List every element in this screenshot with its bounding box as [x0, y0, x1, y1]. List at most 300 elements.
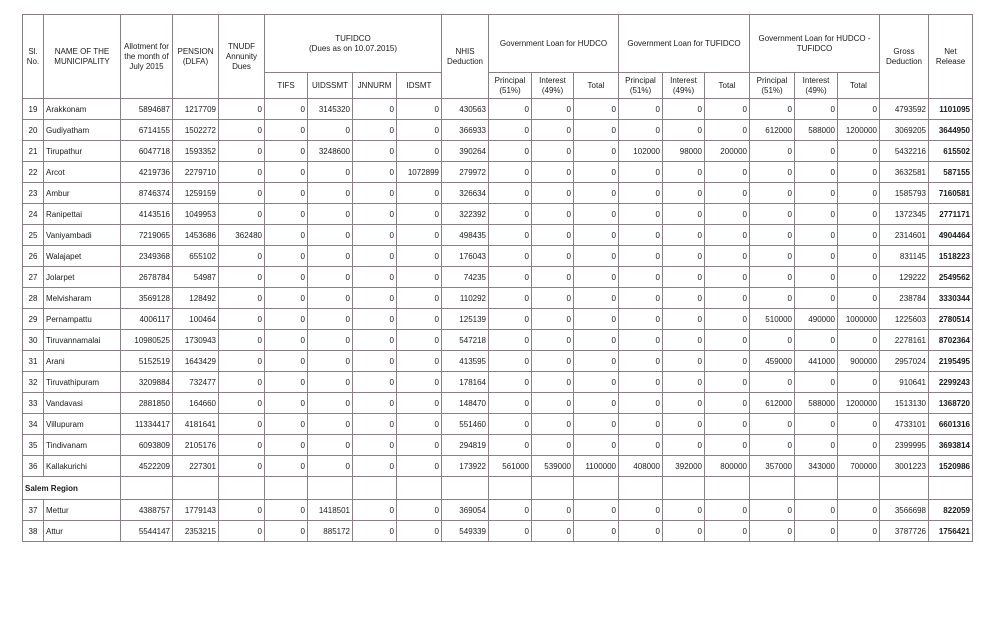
municipality-cell: Tiruvathipuram: [44, 372, 121, 393]
tnudf-cell: 362480: [219, 225, 265, 246]
hudco-interest-cell: 0: [532, 500, 574, 521]
hudco-principal-cell: 0: [489, 204, 532, 225]
municipality-cell: Ranipettai: [44, 204, 121, 225]
hudco-principal-cell: 0: [489, 120, 532, 141]
ht-interest-cell: 0: [795, 372, 838, 393]
jnnurm-cell: 0: [353, 351, 397, 372]
tufidco-principal-cell: 0: [619, 500, 663, 521]
ht-total-cell: 0: [838, 246, 880, 267]
tufidco-interest-cell: 392000: [663, 456, 705, 477]
hudco-total-cell: 0: [574, 393, 619, 414]
nhis-cell: 294819: [442, 435, 489, 456]
sl-no-cell: 38: [23, 521, 44, 542]
tnudf-cell: 0: [219, 183, 265, 204]
ht-interest-cell: 0: [795, 141, 838, 162]
nhis-cell: 369054: [442, 500, 489, 521]
gross-cell: 1372345: [880, 204, 929, 225]
pension-cell: 2105176: [173, 435, 219, 456]
header-ht-principal: Principal (51%): [750, 73, 795, 99]
tufidco-principal-cell: 0: [619, 162, 663, 183]
net-release-cell: 4904464: [929, 225, 973, 246]
nhis-cell: 178164: [442, 372, 489, 393]
uidssmt-cell: 0: [308, 267, 353, 288]
net-release-cell: 1518223: [929, 246, 973, 267]
blank-cell: [219, 477, 265, 500]
pension-cell: 2353215: [173, 521, 219, 542]
hudco-total-cell: 0: [574, 225, 619, 246]
gross-cell: 4733101: [880, 414, 929, 435]
uidssmt-cell: 0: [308, 309, 353, 330]
net-release-cell: 6601316: [929, 414, 973, 435]
sl-no-cell: 24: [23, 204, 44, 225]
hudco-total-cell: 0: [574, 309, 619, 330]
tnudf-cell: 0: [219, 435, 265, 456]
uidssmt-cell: 0: [308, 288, 353, 309]
gross-cell: 4793592: [880, 99, 929, 120]
allotment-cell: 6047718: [121, 141, 173, 162]
ht-interest-cell: 0: [795, 288, 838, 309]
municipality-cell: Tiruvannamalai: [44, 330, 121, 351]
table-row: [23, 435, 973, 456]
pension-cell: 1730943: [173, 330, 219, 351]
nhis-cell: 551460: [442, 414, 489, 435]
municipality-cell: Tindivanam: [44, 435, 121, 456]
ht-principal-cell: 0: [750, 435, 795, 456]
idsmt-cell: 0: [397, 351, 442, 372]
tufidco-principal-cell: 102000: [619, 141, 663, 162]
table-row: [23, 246, 973, 267]
tufidco-total-cell: 0: [705, 183, 750, 204]
allotment-cell: 4006117: [121, 309, 173, 330]
ht-interest-cell: 0: [795, 500, 838, 521]
hudco-principal-cell: 0: [489, 162, 532, 183]
hudco-total-cell: 0: [574, 141, 619, 162]
net-release-cell: 3330344: [929, 288, 973, 309]
ht-principal-cell: 0: [750, 204, 795, 225]
jnnurm-cell: 0: [353, 246, 397, 267]
ht-total-cell: 0: [838, 204, 880, 225]
jnnurm-cell: 0: [353, 267, 397, 288]
tifs-cell: 0: [265, 500, 308, 521]
idsmt-cell: 0: [397, 288, 442, 309]
tufidco-principal-cell: 0: [619, 521, 663, 542]
tufidco-total-cell: 0: [705, 435, 750, 456]
tufidco-interest-cell: 0: [663, 351, 705, 372]
hudco-interest-cell: 0: [532, 267, 574, 288]
allotment-cell: 3209884: [121, 372, 173, 393]
idsmt-cell: 0: [397, 267, 442, 288]
tufidco-principal-cell: 0: [619, 309, 663, 330]
table-row: [23, 120, 973, 141]
ht-interest-cell: 0: [795, 204, 838, 225]
table-row: [23, 225, 973, 246]
uidssmt-cell: 0: [308, 435, 353, 456]
tufidco-interest-cell: 0: [663, 162, 705, 183]
uidssmt-cell: 0: [308, 246, 353, 267]
hudco-interest-cell: 0: [532, 309, 574, 330]
net-release-cell: 615502: [929, 141, 973, 162]
tifs-cell: 0: [265, 120, 308, 141]
gross-cell: 1585793: [880, 183, 929, 204]
ht-principal-cell: 510000: [750, 309, 795, 330]
net-release-cell: 3693814: [929, 435, 973, 456]
hudco-total-cell: 0: [574, 99, 619, 120]
hudco-principal-cell: 0: [489, 183, 532, 204]
idsmt-cell: 0: [397, 521, 442, 542]
ht-total-cell: 0: [838, 330, 880, 351]
hudco-principal-cell: 0: [489, 330, 532, 351]
blank-cell: [353, 477, 397, 500]
tufidco-total-cell: 0: [705, 309, 750, 330]
uidssmt-cell: 0: [308, 120, 353, 141]
net-release-cell: 8702364: [929, 330, 973, 351]
hudco-principal-cell: 0: [489, 393, 532, 414]
idsmt-cell: 0: [397, 183, 442, 204]
pension-cell: 2279710: [173, 162, 219, 183]
nhis-cell: 547218: [442, 330, 489, 351]
tufidco-total-cell: 0: [705, 162, 750, 183]
tufidco-principal-cell: 0: [619, 330, 663, 351]
hudco-principal-cell: 0: [489, 225, 532, 246]
tnudf-cell: 0: [219, 162, 265, 183]
header-hudco-interest: Interest (49%): [532, 73, 574, 99]
hudco-principal-cell: 0: [489, 372, 532, 393]
blank-cell: [173, 477, 219, 500]
blank-cell: [619, 477, 663, 500]
allotment-cell: 4143516: [121, 204, 173, 225]
ht-interest-cell: 0: [795, 225, 838, 246]
header-municipality: NAME OF THE MUNICIPALITY: [44, 15, 121, 99]
tufidco-total-cell: 0: [705, 393, 750, 414]
nhis-cell: 326634: [442, 183, 489, 204]
tufidco-interest-cell: 0: [663, 372, 705, 393]
table-row: [23, 183, 973, 204]
tifs-cell: 0: [265, 267, 308, 288]
gross-cell: 1513130: [880, 393, 929, 414]
hudco-total-cell: 0: [574, 521, 619, 542]
tifs-cell: 0: [265, 99, 308, 120]
allotment-cell: 4388757: [121, 500, 173, 521]
idsmt-cell: 0: [397, 456, 442, 477]
hudco-total-cell: 0: [574, 267, 619, 288]
idsmt-cell: 0: [397, 141, 442, 162]
tifs-cell: 0: [265, 393, 308, 414]
tufidco-principal-cell: 0: [619, 393, 663, 414]
pension-cell: 1217709: [173, 99, 219, 120]
jnnurm-cell: 0: [353, 435, 397, 456]
table-row: [23, 372, 973, 393]
jnnurm-cell: 0: [353, 414, 397, 435]
allotment-sheet: [22, 14, 973, 542]
tufidco-total-cell: 0: [705, 246, 750, 267]
sl-no-cell: 33: [23, 393, 44, 414]
tufidco-total-cell: 0: [705, 351, 750, 372]
ht-total-cell: 0: [838, 141, 880, 162]
hudco-interest-cell: 0: [532, 288, 574, 309]
ht-total-cell: 900000: [838, 351, 880, 372]
hudco-principal-cell: 0: [489, 414, 532, 435]
gross-cell: 2278161: [880, 330, 929, 351]
header-tnudf: TNUDF Annunity Dues: [219, 15, 265, 99]
ht-principal-cell: 0: [750, 141, 795, 162]
allotment-cell: 4219736: [121, 162, 173, 183]
jnnurm-cell: 0: [353, 288, 397, 309]
net-release-cell: 1368720: [929, 393, 973, 414]
nhis-cell: 110292: [442, 288, 489, 309]
tufidco-interest-cell: 0: [663, 120, 705, 141]
tifs-cell: 0: [265, 288, 308, 309]
tufidco-interest-cell: 0: [663, 204, 705, 225]
sl-no-cell: 23: [23, 183, 44, 204]
net-release-cell: 2195495: [929, 351, 973, 372]
ht-interest-cell: 0: [795, 183, 838, 204]
municipality-cell: Tirupathur: [44, 141, 121, 162]
tnudf-cell: 0: [219, 456, 265, 477]
header-sl-no: Sl. No.: [23, 15, 44, 99]
tufidco-total-cell: 0: [705, 267, 750, 288]
tnudf-cell: 0: [219, 351, 265, 372]
hudco-principal-cell: 0: [489, 267, 532, 288]
nhis-cell: 498435: [442, 225, 489, 246]
ht-interest-cell: 0: [795, 521, 838, 542]
gross-cell: 910641: [880, 372, 929, 393]
hudco-principal-cell: 0: [489, 521, 532, 542]
pension-cell: 4181641: [173, 414, 219, 435]
municipality-cell: Vandavasi: [44, 393, 121, 414]
ht-total-cell: 0: [838, 414, 880, 435]
header-uidssmt: UIDSSMT: [308, 73, 353, 99]
jnnurm-cell: 0: [353, 372, 397, 393]
pension-cell: 732477: [173, 372, 219, 393]
jnnurm-cell: 0: [353, 99, 397, 120]
hudco-total-cell: 0: [574, 288, 619, 309]
blank-cell: [574, 477, 619, 500]
tufidco-interest-cell: 98000: [663, 141, 705, 162]
hudco-total-cell: 0: [574, 414, 619, 435]
uidssmt-cell: 1418501: [308, 500, 353, 521]
tifs-cell: 0: [265, 372, 308, 393]
ht-principal-cell: 0: [750, 225, 795, 246]
tifs-cell: 0: [265, 435, 308, 456]
municipality-cell: Mettur: [44, 500, 121, 521]
uidssmt-cell: 0: [308, 351, 353, 372]
idsmt-cell: 0: [397, 435, 442, 456]
idsmt-cell: 0: [397, 225, 442, 246]
tifs-cell: 0: [265, 204, 308, 225]
gross-cell: 2314601: [880, 225, 929, 246]
jnnurm-cell: 0: [353, 204, 397, 225]
hudco-interest-cell: 0: [532, 120, 574, 141]
tufidco-interest-cell: 0: [663, 246, 705, 267]
pension-cell: 655102: [173, 246, 219, 267]
tufidco-principal-cell: 408000: [619, 456, 663, 477]
pension-cell: 1643429: [173, 351, 219, 372]
municipality-cell: Ambur: [44, 183, 121, 204]
net-release-cell: 1520986: [929, 456, 973, 477]
tifs-cell: 0: [265, 183, 308, 204]
ht-interest-cell: 0: [795, 414, 838, 435]
municipality-cell: Jolarpet: [44, 267, 121, 288]
sl-no-cell: 32: [23, 372, 44, 393]
sl-no-cell: 27: [23, 267, 44, 288]
header-gross: Gross Deduction: [880, 15, 929, 99]
ht-principal-cell: 0: [750, 246, 795, 267]
uidssmt-cell: 0: [308, 414, 353, 435]
allotment-cell: 2678784: [121, 267, 173, 288]
tufidco-total-cell: 0: [705, 414, 750, 435]
blank-cell: [929, 477, 973, 500]
tnudf-cell: 0: [219, 414, 265, 435]
tnudf-cell: 0: [219, 372, 265, 393]
blank-cell: [442, 477, 489, 500]
hudco-principal-cell: 0: [489, 141, 532, 162]
pension-cell: 164660: [173, 393, 219, 414]
pension-cell: 54987: [173, 267, 219, 288]
header-ht-interest: Interest (49%): [795, 73, 838, 99]
uidssmt-cell: 0: [308, 162, 353, 183]
ht-total-cell: 0: [838, 288, 880, 309]
header-ht-total: Total: [838, 73, 880, 99]
tufidco-total-cell: 0: [705, 500, 750, 521]
header-tufidco-sub: (Dues as on 10.07.2015): [308, 43, 398, 53]
header-hudco-principal: Principal (51%): [489, 73, 532, 99]
municipality-cell: Kallakurichi: [44, 456, 121, 477]
table-row: [23, 393, 973, 414]
jnnurm-cell: 0: [353, 225, 397, 246]
jnnurm-cell: 0: [353, 120, 397, 141]
tufidco-interest-cell: 0: [663, 414, 705, 435]
hudco-principal-cell: 0: [489, 288, 532, 309]
table-row: [23, 351, 973, 372]
idsmt-cell: 0: [397, 414, 442, 435]
tufidco-interest-cell: 0: [663, 225, 705, 246]
idsmt-cell: 0: [397, 99, 442, 120]
hudco-interest-cell: 0: [532, 246, 574, 267]
nhis-cell: 430563: [442, 99, 489, 120]
hudco-principal-cell: 0: [489, 351, 532, 372]
tnudf-cell: 0: [219, 267, 265, 288]
ht-interest-cell: 588000: [795, 393, 838, 414]
tufidco-total-cell: 0: [705, 204, 750, 225]
pension-cell: 1453686: [173, 225, 219, 246]
region-label: Salem Region: [23, 477, 121, 500]
tufidco-total-cell: 0: [705, 99, 750, 120]
allotment-cell: 5544147: [121, 521, 173, 542]
allotment-cell: 6714155: [121, 120, 173, 141]
tufidco-principal-cell: 0: [619, 435, 663, 456]
ht-interest-cell: 0: [795, 99, 838, 120]
municipality-cell: Vaniyambadi: [44, 225, 121, 246]
idsmt-cell: 0: [397, 309, 442, 330]
ht-total-cell: 0: [838, 267, 880, 288]
net-release-cell: 2780514: [929, 309, 973, 330]
tufidco-total-cell: 0: [705, 521, 750, 542]
tufidco-total-cell: 0: [705, 330, 750, 351]
tifs-cell: 0: [265, 521, 308, 542]
tufidco-principal-cell: 0: [619, 267, 663, 288]
hudco-interest-cell: 0: [532, 521, 574, 542]
hudco-total-cell: 0: [574, 183, 619, 204]
nhis-cell: 148470: [442, 393, 489, 414]
tnudf-cell: 0: [219, 120, 265, 141]
table-row: [23, 521, 973, 542]
jnnurm-cell: 0: [353, 183, 397, 204]
hudco-interest-cell: 0: [532, 372, 574, 393]
tufidco-principal-cell: 0: [619, 372, 663, 393]
gross-cell: 3632581: [880, 162, 929, 183]
hudco-interest-cell: 0: [532, 330, 574, 351]
hudco-interest-cell: 0: [532, 414, 574, 435]
hudco-principal-cell: 561000: [489, 456, 532, 477]
nhis-cell: 366933: [442, 120, 489, 141]
net-release-cell: 587155: [929, 162, 973, 183]
table-row: [23, 267, 973, 288]
nhis-cell: 413595: [442, 351, 489, 372]
header-hudco-total: Total: [574, 73, 619, 99]
hudco-interest-cell: 0: [532, 99, 574, 120]
pension-cell: 1049953: [173, 204, 219, 225]
nhis-cell: 173922: [442, 456, 489, 477]
hudco-interest-cell: 0: [532, 204, 574, 225]
tufidco-principal-cell: 0: [619, 288, 663, 309]
blank-cell: [489, 477, 532, 500]
blank-cell: [750, 477, 795, 500]
header-tufidco-total: Total: [705, 73, 750, 99]
hudco-total-cell: 0: [574, 330, 619, 351]
tufidco-interest-cell: 0: [663, 393, 705, 414]
uidssmt-cell: 0: [308, 393, 353, 414]
tnudf-cell: 0: [219, 141, 265, 162]
allotment-cell: 4522209: [121, 456, 173, 477]
pension-cell: 227301: [173, 456, 219, 477]
tifs-cell: 0: [265, 141, 308, 162]
idsmt-cell: 0: [397, 204, 442, 225]
ht-interest-cell: 0: [795, 267, 838, 288]
municipality-cell: Pernampattu: [44, 309, 121, 330]
uidssmt-cell: 0: [308, 330, 353, 351]
allotment-cell: 10980525: [121, 330, 173, 351]
tufidco-principal-cell: 0: [619, 225, 663, 246]
idsmt-cell: 0: [397, 120, 442, 141]
tufidco-interest-cell: 0: [663, 267, 705, 288]
blank-cell: [397, 477, 442, 500]
tufidco-interest-cell: 0: [663, 309, 705, 330]
ht-principal-cell: 0: [750, 267, 795, 288]
ht-principal-cell: 459000: [750, 351, 795, 372]
jnnurm-cell: 0: [353, 141, 397, 162]
allotment-cell: 7219065: [121, 225, 173, 246]
hudco-principal-cell: 0: [489, 246, 532, 267]
net-release-cell: 1756421: [929, 521, 973, 542]
nhis-cell: 74235: [442, 267, 489, 288]
tufidco-principal-cell: 0: [619, 414, 663, 435]
jnnurm-cell: 0: [353, 309, 397, 330]
blank-cell: [265, 477, 308, 500]
ht-total-cell: 0: [838, 162, 880, 183]
sl-no-cell: 25: [23, 225, 44, 246]
tifs-cell: 0: [265, 225, 308, 246]
tifs-cell: 0: [265, 351, 308, 372]
municipality-cell: Melvisharam: [44, 288, 121, 309]
pension-cell: 1259159: [173, 183, 219, 204]
nhis-cell: 549339: [442, 521, 489, 542]
sl-no-cell: 19: [23, 99, 44, 120]
gross-cell: 129222: [880, 267, 929, 288]
gross-cell: 2399995: [880, 435, 929, 456]
header-tufidco-loan: Government Loan for TUFIDCO: [619, 15, 750, 73]
nhis-cell: 176043: [442, 246, 489, 267]
ht-principal-cell: 0: [750, 162, 795, 183]
